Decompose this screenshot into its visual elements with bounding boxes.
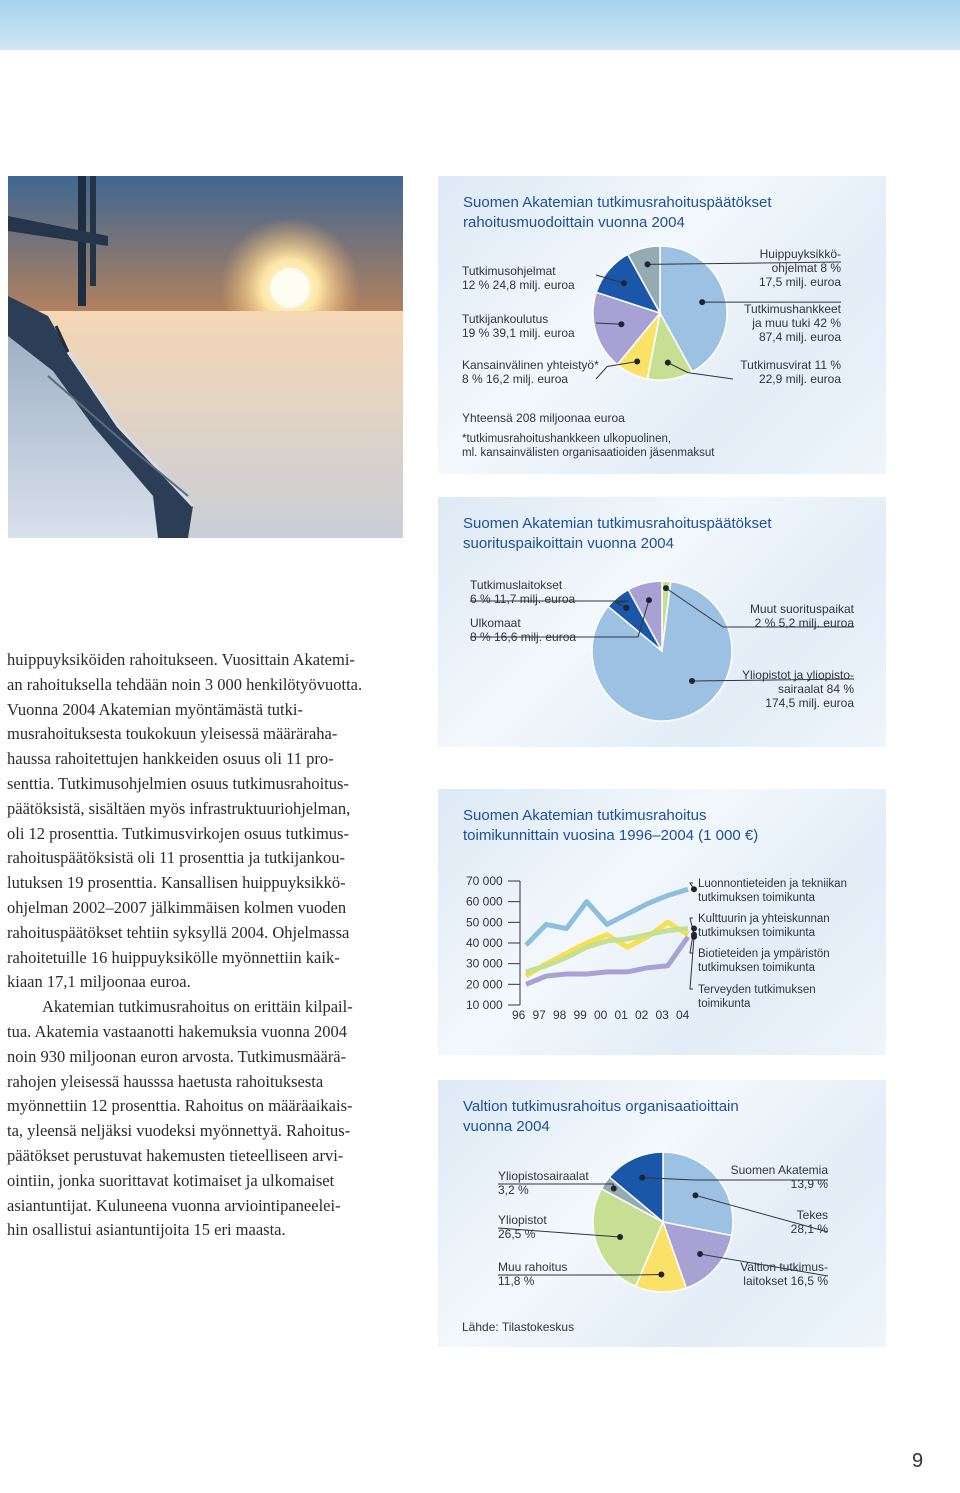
legend-entry: Luonnontieteiden ja tekniikan <box>698 878 847 890</box>
leader-dot <box>691 886 697 892</box>
body-text <box>7 648 397 1243</box>
slice-label: Tutkimushankkeet <box>744 302 841 316</box>
legend-entry: tutkimuksen toimikunta <box>698 892 815 904</box>
body-text-line: päätöksistä, sisältäen myös infrastruktuuriohjelman, <box>7 798 351 818</box>
chart-title-line: toimikunnittain vuosina 1996–2004 (1 000 €) <box>463 827 759 844</box>
leader-dot <box>645 261 651 267</box>
y-tick-label: 60 000 <box>466 894 503 909</box>
x-tick-label: 99 <box>573 1008 587 1022</box>
slice-label: Suomen Akatemia <box>730 1163 828 1177</box>
body-text-line: ta, yleensä neljäksi vuodeksi myönnettyä. Rahoitus- <box>7 1121 351 1141</box>
slice-label: Kansainvälinen yhteistyö* <box>462 358 599 372</box>
page-number: 9 <box>912 1450 924 1472</box>
slice-label: sairaalat 84 % <box>777 682 854 696</box>
slice-label: 22,9 milj. euroa <box>758 372 841 386</box>
slice-label: Valtion tutkimus- <box>740 1260 828 1274</box>
slice-label: Tutkimusohjelmat <box>462 264 556 278</box>
y-tick-label: 70 000 <box>466 874 503 888</box>
x-tick-label: 02 <box>635 1008 649 1022</box>
body-text-line: hin osallistui asiantuntijoita 15 eri maasta. <box>7 1220 286 1240</box>
body-text-line: tua. Akatemia vastaanotti hakemuksia vuonna 2004 <box>7 1021 347 1041</box>
slice-label: Huippuyksikkö- <box>759 247 841 261</box>
chart-panel-funding-forms <box>438 176 886 474</box>
x-tick-label: 04 <box>676 1008 690 1022</box>
x-tick-label: 01 <box>614 1008 628 1022</box>
legend-entry: Kulttuurin ja yhteiskunnan <box>698 913 830 925</box>
leader-dot <box>689 678 695 684</box>
body-text-line: päätökset perustuvat hakemusten tieteelliseen arvi- <box>7 1145 344 1165</box>
body-text-line: ointiin, jonka suorittavat kotimaiset ja ulkomaiset <box>7 1170 335 1190</box>
body-text-line: asiantuntijat. Kuluneena vuonna arviointipaneelei- <box>7 1195 341 1215</box>
line-chart-councils <box>438 789 886 1055</box>
y-tick-label: 10 000 <box>466 998 503 1012</box>
chart-title-line: Suomen Akatemian tutkimusrahoituspäätökset <box>463 515 772 532</box>
body-text-line: an rahoituksella tehdään noin 3 000 henkilötyövuotta. <box>7 674 363 694</box>
legend-entry: tutkimuksen toimikunta <box>698 927 815 939</box>
slice-label: Tekes <box>796 1208 828 1222</box>
chart-total-text: Yhteensä 208 miljoonaa euroa <box>462 411 625 425</box>
slice-label: Tutkimusvirat 11 % <box>740 358 841 372</box>
body-text-line: oli 12 prosenttia. Tutkimusvirkojen osuus tutkimus- <box>7 823 349 843</box>
slice-label: Yliopistosairaalat <box>498 1169 589 1183</box>
chart-title-line: rahoitusmuodoittain vuonna 2004 <box>463 214 685 231</box>
slice-label: Muu rahoitus <box>498 1260 568 1274</box>
chart-title-line: Suomen Akatemian tutkimusrahoituspäätökset <box>463 194 772 211</box>
body-text-line: Akatemian tutkimusrahoitus on erittäin kilpail- <box>42 997 353 1017</box>
leader-dot <box>665 360 671 366</box>
leader-dot <box>692 1192 698 1198</box>
slice-label: Muut suorituspaikat <box>749 602 854 616</box>
y-tick-label: 20 000 <box>466 977 503 992</box>
slice-label: 19 % 39,1 milj. euroa <box>462 326 575 340</box>
leader-line <box>498 1274 661 1275</box>
chart-footnote: *tutkimusrahoitushankkeen ulkopuolinen, <box>462 433 672 445</box>
slice-label: 12 % 24,8 milj. euroa <box>462 278 575 292</box>
slice-label: 8 % 16,6 milj. euroa <box>470 630 577 644</box>
chart-title-line: suorituspaikoittain vuonna 2004 <box>463 535 674 552</box>
slice-label: 13,9 % <box>790 1177 828 1191</box>
slice-label: 11,8 % <box>498 1274 535 1288</box>
leader-dot <box>697 1251 703 1257</box>
legend-entry: toimikunta <box>698 998 751 1010</box>
x-tick-label: 00 <box>594 1008 608 1022</box>
x-tick-label: 97 <box>532 1008 546 1022</box>
chart-source: Lähde: Tilastokeskus <box>462 1320 575 1334</box>
body-text-line: haussa rahoitettujen hankkeiden osuus oli 11 pro- <box>7 749 334 769</box>
body-text-line: senttia. Tutkimusohjelmien osuus tutkimusrahoitus- <box>7 773 349 793</box>
chart-footnote: ml. kansainvälisten organisaatioiden jäsenmaksut <box>462 447 715 459</box>
slice-label: Yliopistot ja yliopisto- <box>741 668 854 682</box>
slice-label: 17,5 milj. euroa <box>758 275 841 289</box>
body-text-line: ohjelman 2002–2007 jälkimmäisen kolmen vuoden <box>7 897 347 917</box>
chart-title-line: Valtion tutkimusrahoitus organisaatioittain <box>463 1098 739 1115</box>
chart-panel-performing-places <box>438 497 886 747</box>
y-tick-label: 40 000 <box>466 936 503 950</box>
leader-dot <box>699 299 705 305</box>
body-text-line: rahoituspäätökset tehtiin syksyllä 2004. Ohjelmassa <box>7 922 350 942</box>
legend-entry: Biotieteiden ja ympäristön <box>698 948 830 960</box>
body-text-line: noin 930 miljoonan euron arvosta. Tutkimusmäärä- <box>7 1046 347 1066</box>
slice-label: 26,5 % <box>498 1227 536 1241</box>
slice-label: 87,4 milj. euroa <box>758 330 841 344</box>
body-text-line: rahoitetuille 16 huippuyksikölle myönnettiin kaik- <box>7 947 340 967</box>
chart-panel-line <box>438 789 886 1055</box>
slice-label: 3,2 % <box>498 1183 529 1197</box>
x-tick-label: 96 <box>512 1008 526 1022</box>
leader-dot <box>634 358 640 364</box>
leader-dot <box>621 280 627 286</box>
y-tick-label: 50 000 <box>466 915 503 930</box>
pie-chart-funding-forms <box>438 176 886 474</box>
leader-dot <box>611 1186 617 1192</box>
chart-panel-organisations <box>438 1080 886 1347</box>
slice-label: 28,1 % <box>790 1222 828 1236</box>
slice-label: 8 % 16,2 milj. euroa <box>462 372 569 386</box>
leader-dot <box>691 926 697 932</box>
top-color-band <box>0 0 960 50</box>
body-text-line: lutuksen 19 prosenttia. Kansallisen huippuyksikkö- <box>7 873 346 893</box>
chart-title-line: Suomen Akatemian tutkimusrahoitus <box>463 807 707 824</box>
slice-label: laitokset 16,5 % <box>743 1274 828 1288</box>
slice-label: Tutkijankoulutus <box>462 312 549 326</box>
slice-label: ohjelmat 8 % <box>771 261 841 275</box>
body-text-line: musrahoituksesta toukokuun yleisessä määräraha- <box>7 724 338 744</box>
leader-dot <box>618 321 624 327</box>
leader-dot <box>691 934 697 940</box>
body-text-line: rahojen yleisessä hausssa haetusta rahoituksesta <box>7 1071 324 1091</box>
body-text-line: myönnettiin 12 prosenttia. Rahoitus on määräaikais- <box>7 1096 353 1116</box>
leader-dot <box>646 597 652 603</box>
slice-label: ja muu tuki 42 % <box>752 316 841 330</box>
legend-entry: Terveyden tutkimuksen <box>698 984 816 996</box>
pie-chart-performing-places <box>438 497 886 747</box>
leader-dot <box>639 1175 645 1181</box>
leader-dot <box>623 605 629 611</box>
slice-label: 2 % 5,2 milj. euroa <box>754 616 854 630</box>
body-text-line: rahoituspäätöksistä oli 11 prosenttia ja tutkijankou- <box>7 848 346 868</box>
photo-ship-in-ice <box>8 176 403 538</box>
body-text-line: kiaan 17,1 miljoonaa euroa. <box>7 972 191 992</box>
legend-entry: tutkimuksen toimikunta <box>698 962 815 974</box>
slice-label: 174,5 milj. euroa <box>765 696 854 710</box>
slice-label: Tutkimuslaitokset <box>470 578 563 592</box>
leader-dot <box>617 1234 623 1240</box>
y-tick-label: 30 000 <box>466 956 503 971</box>
slice-label: Yliopistot <box>498 1213 547 1227</box>
leader-line <box>690 937 694 989</box>
body-text-line: huippuyksiköiden rahoitukseen. Vuosittain Akatemi- <box>7 650 355 669</box>
pie-chart-organisations <box>438 1080 886 1347</box>
x-tick-label: 98 <box>553 1008 567 1022</box>
slice-label: Ulkomaat <box>470 616 521 630</box>
chart-title-line: vuonna 2004 <box>463 1118 550 1135</box>
leader-dot <box>658 1271 664 1277</box>
x-tick-label: 03 <box>655 1008 669 1022</box>
body-text-line: Vuonna 2004 Akatemian myöntämästä tutki- <box>7 699 303 719</box>
slice-label: 6 % 11,7 milj. euroa <box>470 592 576 606</box>
leader-dot <box>663 585 669 591</box>
